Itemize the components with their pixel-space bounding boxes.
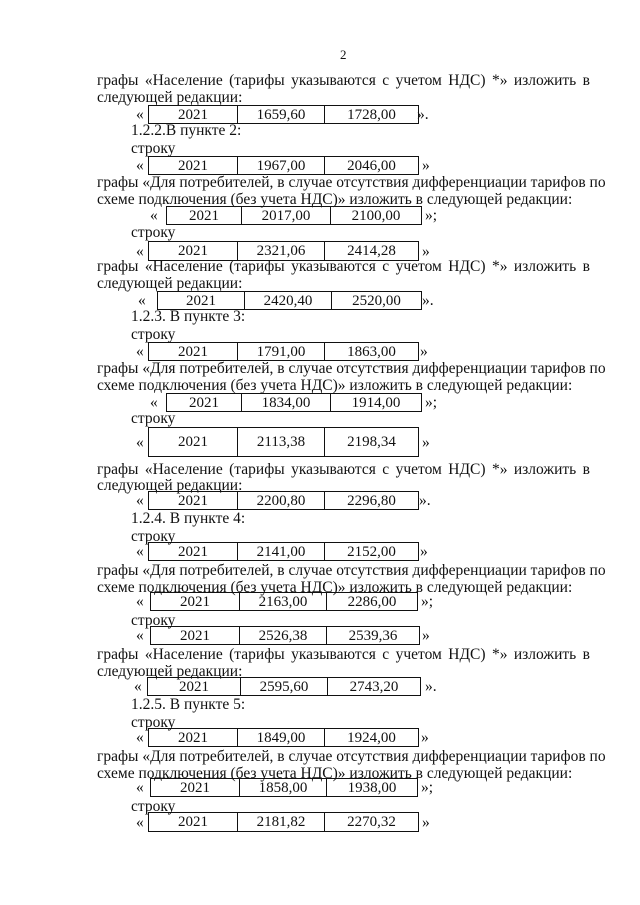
year-cell: 2021: [149, 813, 238, 832]
paragraph-line: графы «Для потребителей, в случае отсутствия дифференциации тарифов по: [97, 360, 606, 377]
close-quote: »: [421, 729, 429, 746]
year-cell: 2021: [149, 242, 238, 261]
year-cell: 2021: [158, 292, 245, 310]
value-cell: 2198,34: [325, 428, 419, 457]
value-table: [166, 206, 422, 225]
value-cell: 1858,00: [240, 779, 327, 797]
text-line: 1.2.5. В пункте 5:: [131, 696, 246, 713]
text-line: строку: [131, 224, 176, 241]
open-quote: «: [136, 242, 144, 260]
year-cell: 2021: [149, 343, 238, 361]
value-table: [148, 728, 419, 747]
open-quote: «: [134, 678, 142, 695]
open-quote: «: [136, 627, 144, 644]
page-number: 2: [340, 47, 347, 62]
value-table: [148, 427, 419, 457]
text-line: строку: [131, 140, 176, 157]
open-quote: «: [136, 779, 144, 796]
text-line: строку: [131, 798, 176, 815]
table-row: [151, 627, 420, 645]
text-line: схеме подключения (без учета НДС)» изложить в следующей редакции:: [97, 579, 573, 596]
text-line: схеме подключения (без учета НДС)» изложить в следующей редакции:: [97, 191, 573, 208]
open-quote: «: [136, 813, 144, 831]
paragraph-line: графы «Для потребителей, в случае отсутствия дифференциации тарифов по: [97, 174, 606, 191]
table-row: [151, 779, 418, 797]
year-cell: 2021: [151, 779, 240, 797]
value-table: [150, 778, 418, 797]
text-line: строку: [131, 612, 176, 629]
close-quote: ».: [417, 106, 429, 123]
table-row: [148, 678, 421, 696]
close-quote: ».: [419, 492, 431, 509]
text-line: схеме подключения (без учета НДС)» изложить в следующей редакции:: [97, 765, 573, 782]
close-quote: »: [422, 627, 430, 644]
value-cell: 2017,00: [242, 207, 331, 225]
close-quote: »: [420, 343, 428, 360]
close-quote: »: [422, 157, 430, 174]
value-cell: 1659,60: [238, 106, 325, 124]
table-row: [149, 157, 419, 175]
year-cell: 2021: [167, 394, 242, 412]
table-row: [149, 343, 419, 361]
open-quote: «: [136, 343, 144, 360]
text-line: следующей редакции:: [97, 275, 243, 292]
value-table: [148, 241, 419, 261]
value-cell: 2163,00: [240, 593, 327, 611]
table-row: [149, 106, 419, 124]
value-table: [148, 812, 419, 832]
table-row: [149, 729, 419, 747]
text-line: 1.2.3. В пункте 3:: [131, 308, 246, 325]
value-cell: 2296,80: [325, 492, 419, 510]
year-cell: 2021: [167, 207, 242, 225]
open-quote: «: [136, 729, 144, 746]
open-quote: «: [138, 292, 146, 309]
text-line: 1.2.2.В пункте 2:: [131, 122, 242, 139]
value-cell: 1967,00: [238, 157, 325, 175]
value-table: [148, 542, 419, 561]
year-cell: 2021: [151, 627, 240, 645]
table-row: [149, 492, 419, 510]
text-line: следующей редакции:: [97, 663, 243, 680]
close-quote: »;: [421, 593, 434, 610]
close-quote: »: [420, 543, 428, 560]
close-quote: »;: [425, 207, 438, 224]
open-quote: «: [136, 433, 144, 451]
value-table: [157, 291, 422, 310]
open-quote: «: [150, 207, 158, 224]
open-quote: «: [136, 543, 144, 560]
year-cell: 2021: [151, 593, 240, 611]
value-cell: 1791,00: [238, 343, 325, 361]
open-quote: «: [136, 492, 144, 509]
open-quote: «: [136, 106, 144, 123]
value-table: [148, 491, 419, 510]
value-cell: 1863,00: [325, 343, 419, 361]
table-row: [149, 428, 419, 457]
year-cell: 2021: [149, 543, 238, 561]
table-row: [149, 242, 419, 261]
value-cell: 2414,28: [325, 242, 419, 261]
text-line: строку: [131, 714, 176, 731]
close-quote: »;: [421, 779, 434, 796]
year-cell: 2021: [149, 157, 238, 175]
text-line: строку: [131, 410, 176, 427]
value-cell: 2743,20: [328, 678, 421, 696]
table-row: [151, 593, 418, 611]
value-table: [150, 626, 420, 645]
value-cell: 2100,00: [331, 207, 422, 225]
open-quote: «: [136, 593, 144, 610]
value-table: [150, 592, 418, 611]
text-line: следующей редакции:: [97, 477, 243, 494]
value-cell: 2321,06: [238, 242, 325, 261]
value-cell: 2286,00: [327, 593, 418, 611]
value-cell: 1938,00: [327, 779, 418, 797]
value-cell: 2181,82: [238, 813, 325, 832]
open-quote: «: [150, 394, 158, 411]
value-cell: 2520,00: [332, 292, 422, 310]
paragraph-line: графы «Для потребителей, в случае отсутствия дифференциации тарифов по: [97, 748, 606, 765]
value-cell: 1924,00: [325, 729, 419, 747]
value-cell: 2420,40: [245, 292, 332, 310]
value-cell: 2539,36: [327, 627, 420, 645]
text-line: схеме подключения (без учета НДС)» изложить в следующей редакции:: [97, 377, 573, 394]
text-line: 1.2.4. В пункте 4:: [131, 510, 246, 527]
text-line: следующей редакции:: [97, 89, 243, 106]
year-cell: 2021: [149, 106, 238, 124]
value-cell: 2113,38: [238, 428, 325, 457]
text-line: строку: [131, 326, 176, 343]
value-table: [148, 105, 419, 124]
value-table: [147, 677, 421, 696]
value-cell: 2152,00: [325, 543, 419, 561]
table-row: [149, 813, 419, 832]
value-cell: 1728,00: [325, 106, 419, 124]
value-table: [148, 156, 419, 175]
year-cell: 2021: [149, 428, 238, 457]
close-quote: »: [422, 813, 430, 831]
value-table: [166, 393, 422, 412]
close-quote: ».: [425, 678, 437, 695]
paragraph-line: графы «Население (тарифы указываются с учетом НДС) *» изложить в: [97, 258, 590, 275]
table-row: [167, 207, 422, 225]
year-cell: 2021: [149, 729, 238, 747]
paragraph-line: графы «Население (тарифы указываются с учетом НДС) *» изложить в: [97, 72, 590, 89]
value-cell: 1849,00: [238, 729, 325, 747]
value-cell: 2200,80: [238, 492, 325, 510]
paragraph-line: графы «Для потребителей, в случае отсутствия дифференциации тарифов по: [97, 562, 606, 579]
value-cell: 1834,00: [242, 394, 331, 412]
paragraph-line: графы «Население (тарифы указываются с учетом НДС) *» изложить в: [97, 461, 590, 478]
open-quote: «: [136, 157, 144, 174]
value-cell: 2046,00: [325, 157, 419, 175]
value-table: [148, 342, 419, 361]
value-cell: 2270,32: [325, 813, 419, 832]
paragraph-line: графы «Население (тарифы указываются с учетом НДС) *» изложить в: [97, 646, 590, 663]
value-cell: 2141,00: [238, 543, 325, 561]
close-quote: »;: [425, 394, 438, 411]
table-row: [158, 292, 422, 310]
close-quote: »: [422, 433, 430, 451]
value-cell: 1914,00: [331, 394, 422, 412]
year-cell: 2021: [149, 492, 238, 510]
value-cell: 2595,60: [241, 678, 328, 696]
value-cell: 2526,38: [240, 627, 327, 645]
year-cell: 2021: [148, 678, 241, 696]
text-line: строку: [131, 528, 176, 545]
table-row: [149, 543, 419, 561]
close-quote: ».: [422, 292, 434, 309]
table-row: [167, 394, 422, 412]
close-quote: »: [422, 242, 430, 260]
